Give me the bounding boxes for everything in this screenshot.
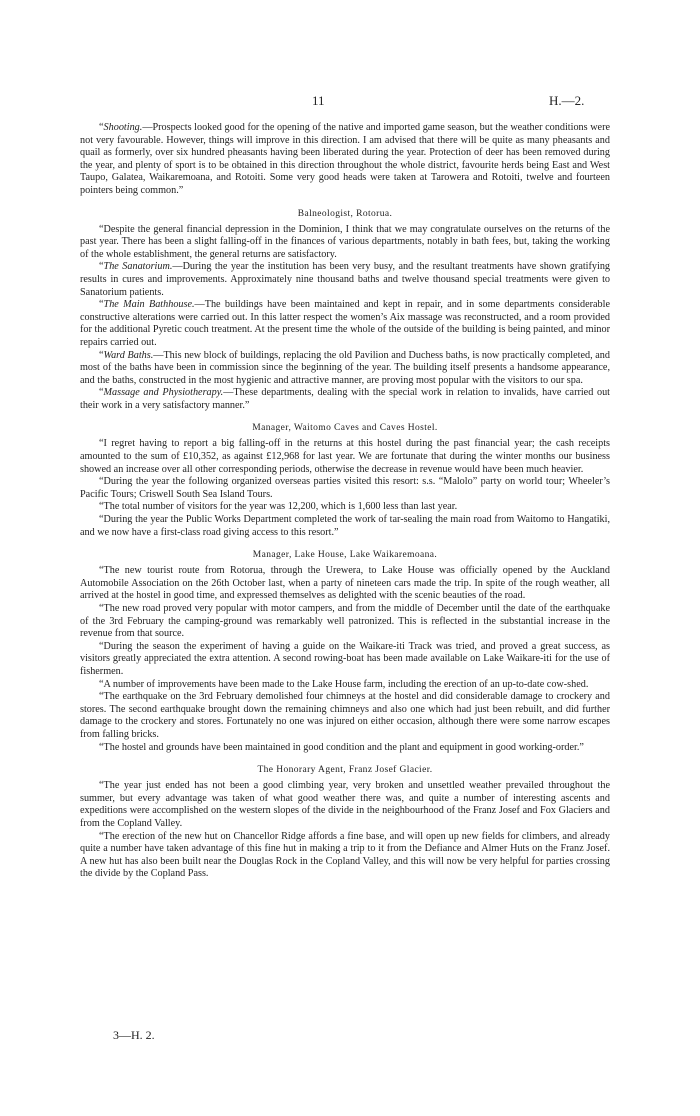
paragraph: “The erection of the new hut on Chancellor Ridge affords a fine base, and will open up new fields for climbers, and already quite a number have taken advantage of this fine hut in making a trip to it from the Defiance and Almer Huts on the Franz Josef. A new hut has also been built near the Douglas Rock in the Copland Valley, and this will now be very helpful for parties crossing the divide by the Copland Pass. <box>80 830 610 880</box>
paragraph: “The new road proved very popular with motor campers, and from the middle of December until the date of the earthquake of the 3rd February the camping-ground was remarkably well patronized. This is reflected in the substantial increase in the revenue from that source. <box>80 603 610 640</box>
section-lake-house <box>80 550 610 754</box>
paragraph: “The Sanatorium.—During the year the institution has been very busy, and the resultant treatments have shown gratifying results in cures and improvements. Approximately nine thousand baths and twelve thousand special treatments were given to Sanatorium patients. <box>80 261 611 298</box>
document-body <box>80 122 610 881</box>
page-number: 11 <box>312 93 325 108</box>
paragraph: “Ward Baths.—This new block of buildings, replacing the old Pavilion and Duchess baths, is now practically completed, and most of the baths have been in commission since the beginning of the year. The building itself presents a handsome appearance, and the baths, constructed in the most hygienic and attractive manner, are proving most popular with the visitors to our spa. <box>80 349 610 386</box>
paragraph: “Shooting.—Prospects looked good for the opening of the native and imported game season, but the weather conditions were not very favourable. However, things will improve in this direction. I am advised that there will be quite as many pheasants and quail as formerly, over six hundred pheasants having been liberated during the year. Protection of deer has been removed during the year, and plenty of sport is to be obtained in this direction throughout the whole district, favourite herds being East and West Taupo, Galatea, Waikaremoana, and Rotoiti. Some very good heads were taken at Tarowera and Rotoiti, twelve and fourteen pointers being common.” <box>80 122 610 196</box>
paragraph: “A number of improvements have been made to the Lake House farm, including the erection of an up-to-date cow-shed. <box>99 678 589 690</box>
section-heading: The Honorary Agent, Franz Josef Glacier. <box>257 765 433 776</box>
paragraph: “The new tourist route from Rotorua, through the Urewera, to Lake House was officially opened by the Auckland Automobile Association on the 26th October last, when a party of nineteen cars made the trip. In spite of the rough weather, all arrived at the hostel in good time, and expressed themselves as delighted with the scenic beauties of the road. <box>80 565 610 602</box>
paragraph: “The Main Bathhouse.—The buildings have been maintained and kept in repair, and in some departments considerable constructive alterations were carried out. In this latter respect the women’s Aix massage was reconstructed, and a room provided for the additional Pyretic couch treatment. At the present time the whole of the outside of the building is being painted, and minor repairs carried out. <box>80 299 610 348</box>
section-heading: Balneologist, Rotorua. <box>297 208 393 219</box>
section-franz-josef <box>80 765 610 881</box>
paragraph: “During the year the following organized overseas parties visited this resort: s.s. “Malolo” party on world tour; Wheeler’s Pacific Tours; Criswell South Sea Island Tours. <box>80 476 610 500</box>
page-ref: H.—2. <box>549 93 585 108</box>
paragraph: “The hostel and grounds have been maintained in good condition and the plant and equipment in good working-order.” <box>99 741 584 753</box>
paragraph: “The earthquake on the 3rd February demolished four chimneys at the hostel and did considerable damage to crockery and stores. The second earthquake brought down the remaining chimneys and also one which had just been rebuilt, and did further damage to the crockery and stores. Fortunately no one was injured on either occasion, although there were some narrow escapes from falling bricks. <box>80 691 610 740</box>
paragraph: “During the season the experiment of having a guide on the Waikare-iti Track was tried, and proved a great success, as visitors greatly appreciated the extra attention. A second rowing-boat has been made available on Lake Waikare-iti for the use of fishermen. <box>80 640 610 677</box>
paragraph: “The year just ended has not been a good climbing year, very broken and unsettled weather prevailed throughout the summer, but every advantage was taken of what good weather there was, and quite a number of interesting ascents and expeditions were accomplished on the western slopes of the divide in the neighbourhood of the Franz Josef and Fox Glaciers and from the Copland Valley. <box>80 780 610 829</box>
paragraph: “During the year the Public Works Department completed the work of tar-sealing the main road from Waitomo to Hangatiki, and we now have a first-class road giving access to this resort.” <box>80 514 610 538</box>
section-waitomo <box>80 423 610 539</box>
section-balneologist <box>80 209 610 413</box>
page-signature: 3—H. 2. <box>113 1028 155 1042</box>
section-shooting <box>80 122 610 198</box>
page-header <box>0 93 700 113</box>
paragraph: “Massage and Physiotherapy.—These departments, dealing with the special work in relation to invalids, have carried out their work in a very satisfactory manner.” <box>80 387 610 411</box>
paragraph: “I regret having to report a big falling-off in the returns at this hostel during the past financial year; the cash receipts amounted to the sum of £10,352, as against £12,968 for last year. We are fortunate that during the winter months our business showed an increase over all other corresponding periods, otherwise the decrease in revenue would have been much heavier. <box>80 438 610 475</box>
paragraph: “The total number of visitors for the year was 12,200, which is 1,600 less than last year. <box>99 501 458 513</box>
section-heading: Manager, Waitomo Caves and Caves Hostel. <box>252 423 438 434</box>
section-heading: Manager, Lake House, Lake Waikaremoana. <box>252 550 438 561</box>
paragraph: “Despite the general financial depression in the Dominion, I think that we may congratulate ourselves on the returns of the past year. There has been a slight falling-off in the finances of various departments, notably in bath fees, but, taking the working of the whole establishment, the general returns are satisfactory. <box>80 223 610 260</box>
